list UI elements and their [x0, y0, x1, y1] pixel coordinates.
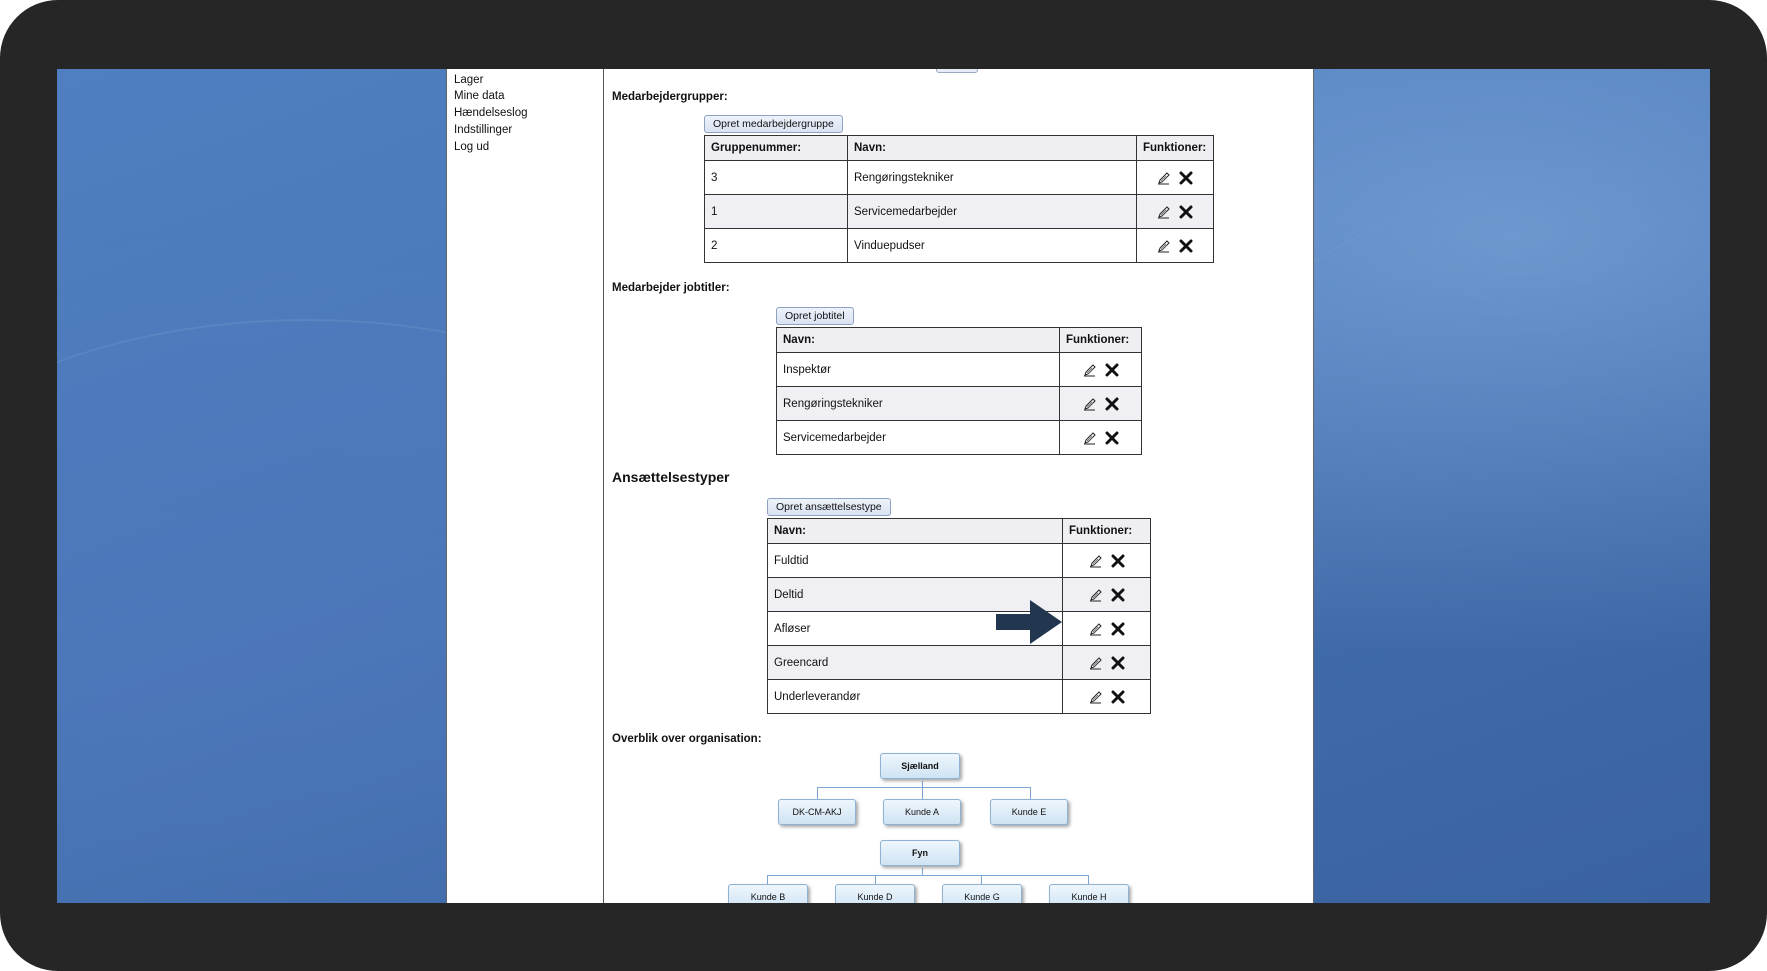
org-node-kunde-d[interactable]: Kunde D — [835, 884, 915, 903]
col-header-functions: Funktioner: — [1063, 519, 1151, 544]
jobtitles-heading: Medarbejder jobtitler: — [612, 282, 730, 294]
jobtitle-name: Inspektør — [777, 353, 1060, 387]
employment-table — [767, 518, 1151, 714]
row-functions — [1063, 612, 1151, 646]
close-icon[interactable] — [1179, 205, 1193, 219]
pencil-icon[interactable] — [1089, 656, 1103, 670]
sidebar-item-log-ud[interactable]: Log ud — [454, 141, 490, 153]
table-row — [705, 161, 1214, 195]
table-row — [777, 353, 1142, 387]
org-connector — [922, 787, 923, 799]
cut-off-button[interactable] — [936, 69, 978, 73]
org-connector — [767, 875, 1089, 876]
org-connector — [1030, 787, 1031, 799]
employment-name: Underleverandør — [768, 680, 1063, 714]
pencil-icon[interactable] — [1083, 363, 1097, 377]
row-functions — [1063, 646, 1151, 680]
pencil-icon[interactable] — [1157, 205, 1171, 219]
org-node-kunde-a[interactable]: Kunde A — [883, 799, 961, 825]
row-functions — [1060, 387, 1142, 421]
org-node-kunde-e[interactable]: Kunde E — [990, 799, 1068, 825]
org-node-kunde-b[interactable]: Kunde B — [728, 884, 808, 903]
close-icon[interactable] — [1111, 554, 1125, 568]
org-heading: Overblik over organisation: — [612, 733, 762, 745]
close-icon[interactable] — [1111, 690, 1125, 704]
org-node-kunde-g[interactable]: Kunde G — [942, 884, 1022, 903]
group-name: Rengøringstekniker — [848, 161, 1137, 195]
close-icon[interactable] — [1111, 588, 1125, 602]
employment-name: Fuldtid — [768, 544, 1063, 578]
col-header-name: Navn: — [768, 519, 1063, 544]
row-functions — [1063, 578, 1151, 612]
group-number: 3 — [705, 161, 848, 195]
row-functions — [1137, 229, 1214, 263]
pencil-icon[interactable] — [1083, 431, 1097, 445]
employment-name: Greencard — [768, 646, 1063, 680]
col-header-name: Navn: — [777, 328, 1060, 353]
sidebar-item-lager[interactable]: Lager — [454, 74, 484, 86]
desktop-screen — [57, 69, 1710, 903]
pencil-icon[interactable] — [1089, 588, 1103, 602]
col-header-group-number: Gruppenummer: — [705, 136, 848, 161]
close-icon[interactable] — [1179, 171, 1193, 185]
groups-table — [704, 135, 1214, 263]
table-row — [768, 646, 1151, 680]
row-functions — [1063, 680, 1151, 714]
org-node-dk-cm-akj[interactable]: DK-CM-AKJ — [778, 799, 856, 825]
org-node-fyn[interactable]: Fyn — [880, 840, 960, 866]
row-functions — [1137, 161, 1214, 195]
sidebar — [447, 69, 604, 903]
col-header-functions: Funktioner: — [1060, 328, 1142, 353]
org-connector — [817, 787, 818, 799]
close-icon[interactable] — [1105, 431, 1119, 445]
pencil-icon[interactable] — [1083, 397, 1097, 411]
create-employment-type-button[interactable]: Opret ansættelsestype — [767, 498, 891, 516]
org-connector — [817, 787, 1031, 788]
jobtitle-name: Servicemedarbejder — [777, 421, 1060, 455]
row-functions — [1137, 195, 1214, 229]
sidebar-item-mine-data[interactable]: Mine data — [454, 90, 505, 102]
table-row — [777, 387, 1142, 421]
group-name: Servicemedarbejder — [848, 195, 1137, 229]
org-node-sjaelland[interactable]: Sjælland — [880, 753, 960, 779]
close-icon[interactable] — [1111, 622, 1125, 636]
employment-name: Deltid — [768, 578, 1063, 612]
row-functions — [1060, 421, 1142, 455]
table-row — [705, 229, 1214, 263]
create-jobtitle-button[interactable]: Opret jobtitel — [776, 307, 854, 325]
pencil-icon[interactable] — [1157, 239, 1171, 253]
table-row — [768, 544, 1151, 578]
row-functions — [1063, 544, 1151, 578]
groups-heading: Medarbejdergrupper: — [612, 91, 728, 103]
group-number: 1 — [705, 195, 848, 229]
pencil-icon[interactable] — [1089, 554, 1103, 568]
sidebar-item-haendelseslog[interactable]: Hændelseslog — [454, 107, 528, 119]
close-icon[interactable] — [1105, 363, 1119, 377]
table-row — [768, 612, 1151, 646]
jobtitles-table — [776, 327, 1142, 455]
sidebar-item-indstillinger[interactable]: Indstillinger — [454, 124, 513, 136]
close-icon[interactable] — [1105, 397, 1119, 411]
jobtitle-name: Rengøringstekniker — [777, 387, 1060, 421]
org-node-kunde-h[interactable]: Kunde H — [1049, 884, 1129, 903]
pencil-icon[interactable] — [1157, 171, 1171, 185]
employment-name: Afløser — [768, 612, 1063, 646]
arrow-right-icon — [996, 600, 1062, 644]
table-row — [705, 195, 1214, 229]
table-row — [768, 680, 1151, 714]
pencil-icon[interactable] — [1089, 690, 1103, 704]
col-header-name: Navn: — [848, 136, 1137, 161]
employment-heading: Ansættelsestyper — [612, 469, 730, 485]
close-icon[interactable] — [1179, 239, 1193, 253]
table-row — [768, 578, 1151, 612]
close-icon[interactable] — [1111, 656, 1125, 670]
pencil-icon[interactable] — [1089, 622, 1103, 636]
col-header-functions: Funktioner: — [1137, 136, 1214, 161]
group-name: Vinduepudser — [848, 229, 1137, 263]
group-number: 2 — [705, 229, 848, 263]
row-functions — [1060, 353, 1142, 387]
table-row — [777, 421, 1142, 455]
create-group-button[interactable]: Opret medarbejdergruppe — [704, 115, 843, 133]
browser-page — [446, 69, 1314, 903]
